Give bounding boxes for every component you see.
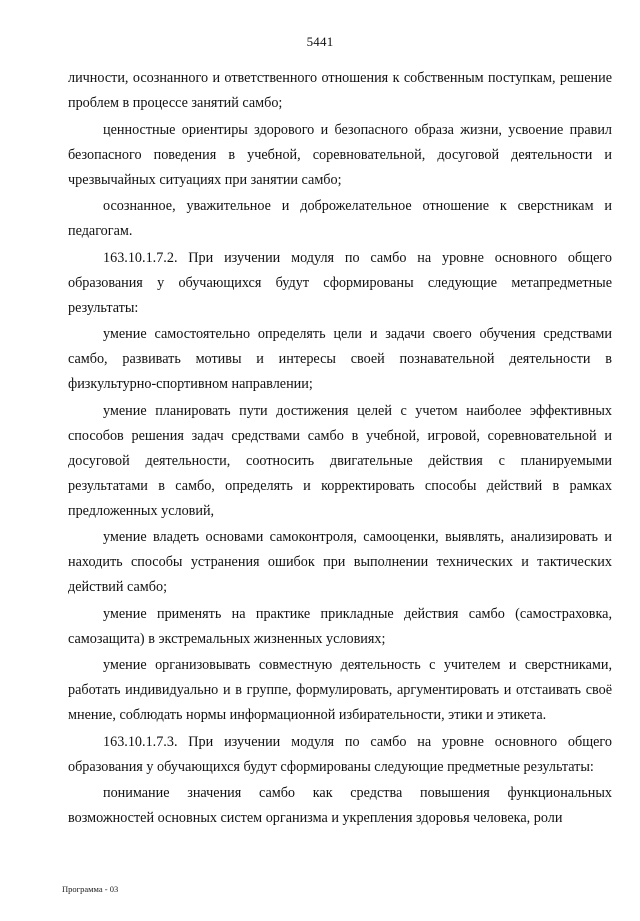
paragraph: умение владеть основами самоконтроля, самооценки, выявлять, анализировать и находить способы устранения ошибок при выполнении технических и тактических действий самбо; [68, 529, 612, 595]
paragraph: умение применять на практике прикладные действия самбо (самостраховка, самозащита) в экстремальных жизненных условиях; [68, 605, 612, 647]
footer-label: Программа - 03 [62, 884, 119, 894]
page-number: 5441 [306, 34, 334, 49]
paragraph: умение планировать пути достижения целей с учетом наиболее эффективных способов решения задач средствами самбо в учебной, игровой, соревновательной и досуговой деятельности, соотносить двигательные действия с планируемыми результатами в самбо, определять и корректировать способы действий в рамках предложенных условий, [68, 402, 612, 519]
paragraph: понимание значения самбо как средства повышения функциональных возможностей основных систем организма и укрепления здоровья человека, роли [68, 785, 612, 826]
body-text [68, 66, 612, 833]
paragraph-section-heading: 163.10.1.7.3. При изучении модуля по самбо на уровне основного общего образования у обучающихся будут сформированы следующие предметные результаты: [68, 733, 612, 775]
paragraph-continuation: личности, осознанного и ответственного отношения к собственным поступкам, решение проблем в процессе занятий самбо; [68, 70, 612, 111]
paragraph: осознанное, уважительное и доброжелательное отношение к сверстникам и педагогам. [68, 198, 612, 239]
paragraph: умение самостоятельно определять цели и задачи своего обучения средствами самбо, развивать мотивы и интересы своей познавательной деятельности в физкультурно-спортивном направлении; [68, 326, 612, 392]
paragraph: ценностные ориентиры здорового и безопасного образа жизни, усвоение правил безопасного поведения в учебной, соревновательной, досуговой деятельности и чрезвычайных ситуациях при занятии самбо; [68, 121, 612, 188]
paragraph-section-heading: 163.10.1.7.2. При изучении модуля по самбо на уровне основного общего образования у обучающихся будут сформированы следующие метапредметные результаты: [68, 249, 612, 316]
paragraph: умение организовывать совместную деятельность с учителем и сверстниками, работать индивидуально и в группе, формулировать, аргументировать и отстаивать своё мнение, соблюдать нормы информационной избирательности, этики и этикета. [68, 657, 612, 723]
